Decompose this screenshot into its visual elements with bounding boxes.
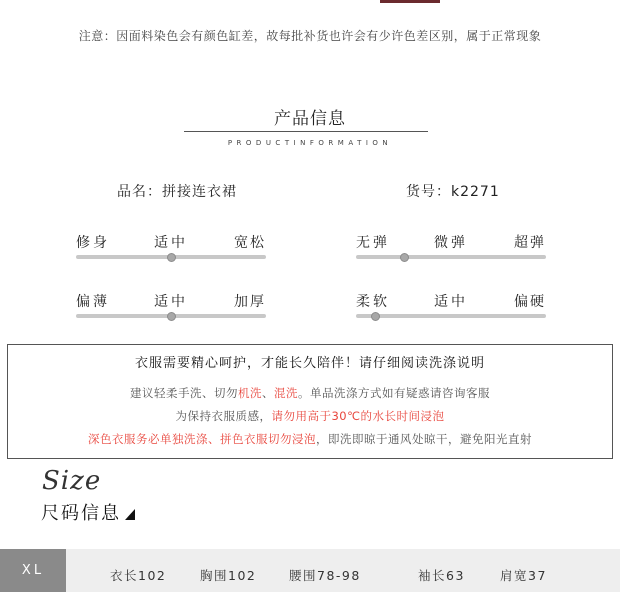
size-script-heading: Size [42, 466, 102, 496]
scale-indicator [167, 253, 176, 262]
scale-label-right: 偏硬 [514, 294, 546, 310]
triangle-icon [125, 509, 135, 520]
care-text: 、 [262, 386, 274, 400]
softness-scale [356, 291, 546, 327]
thickness-scale [76, 291, 266, 327]
care-line-2 [0, 408, 620, 424]
care-text: 建议轻柔手洗、切勿 [130, 386, 238, 400]
size-cell-waist: 腰围78-98 [289, 568, 361, 583]
care-warning-text: 机洗 [238, 386, 262, 400]
care-text: 为保持衣服质感， [175, 409, 272, 423]
scale-indicator [371, 312, 380, 321]
size-cell-length: 衣长102 [110, 568, 167, 583]
product-name: 品名：拼接连衣裙 [117, 184, 237, 200]
care-warning-text: 请勿用高于30℃的水长时间浸泡 [271, 409, 445, 423]
care-text: ，即洗即晾于通风处晾干，避免阳光直射 [316, 432, 532, 446]
scale-label-right: 超弹 [514, 235, 546, 251]
care-line-1 [0, 385, 620, 401]
title-divider [184, 131, 428, 132]
scale-label-mid: 适中 [154, 235, 188, 251]
care-warning-text: 深色衣服务必单独洗涤、拼色衣服切勿浸泡 [88, 432, 316, 446]
scale-label-left: 无弹 [356, 235, 390, 251]
scale-label-left: 柔软 [356, 294, 390, 310]
scale-label-right: 加厚 [234, 294, 266, 310]
scale-indicator [400, 253, 409, 262]
care-title: 衣服需要精心呵护，才能长久陪伴！请仔细阅读洗涤说明 [134, 356, 485, 371]
care-line-3 [0, 431, 620, 447]
size-cell-shoulder: 肩宽37 [500, 568, 547, 583]
product-info-subtitle: PRODUCTINFORMATION [227, 139, 393, 147]
scale-label-mid: 微弹 [434, 235, 468, 251]
product-code: 货号：k2271 [406, 184, 500, 200]
size-cell-chest: 胸围102 [200, 568, 257, 583]
elasticity-scale [356, 232, 546, 268]
fit-scale [76, 232, 266, 268]
size-tag: XL [0, 549, 66, 592]
scale-track [356, 255, 546, 259]
scale-label-right: 宽松 [234, 235, 266, 251]
scale-label-mid: 适中 [434, 294, 468, 310]
scale-track [356, 314, 546, 318]
size-cell-sleeve: 袖长63 [418, 568, 465, 583]
scale-label-mid: 适中 [154, 294, 188, 310]
scale-label-left: 偏薄 [76, 294, 110, 310]
scale-indicator [167, 312, 176, 321]
top-accent-bar [380, 0, 440, 3]
care-text: 。单品洗涤方式如有疑惑请咨询客服 [298, 386, 490, 400]
scale-label-left: 修身 [76, 235, 110, 251]
product-info-title: 产品信息 [274, 109, 346, 129]
color-variance-note: 注意：因面料染色会有颜色缸差，故每批补货也许会有少许色差区别，属于正常现象 [78, 29, 542, 43]
size-info-title: 尺码信息 [41, 503, 121, 524]
care-warning-text: 混洗 [274, 386, 298, 400]
